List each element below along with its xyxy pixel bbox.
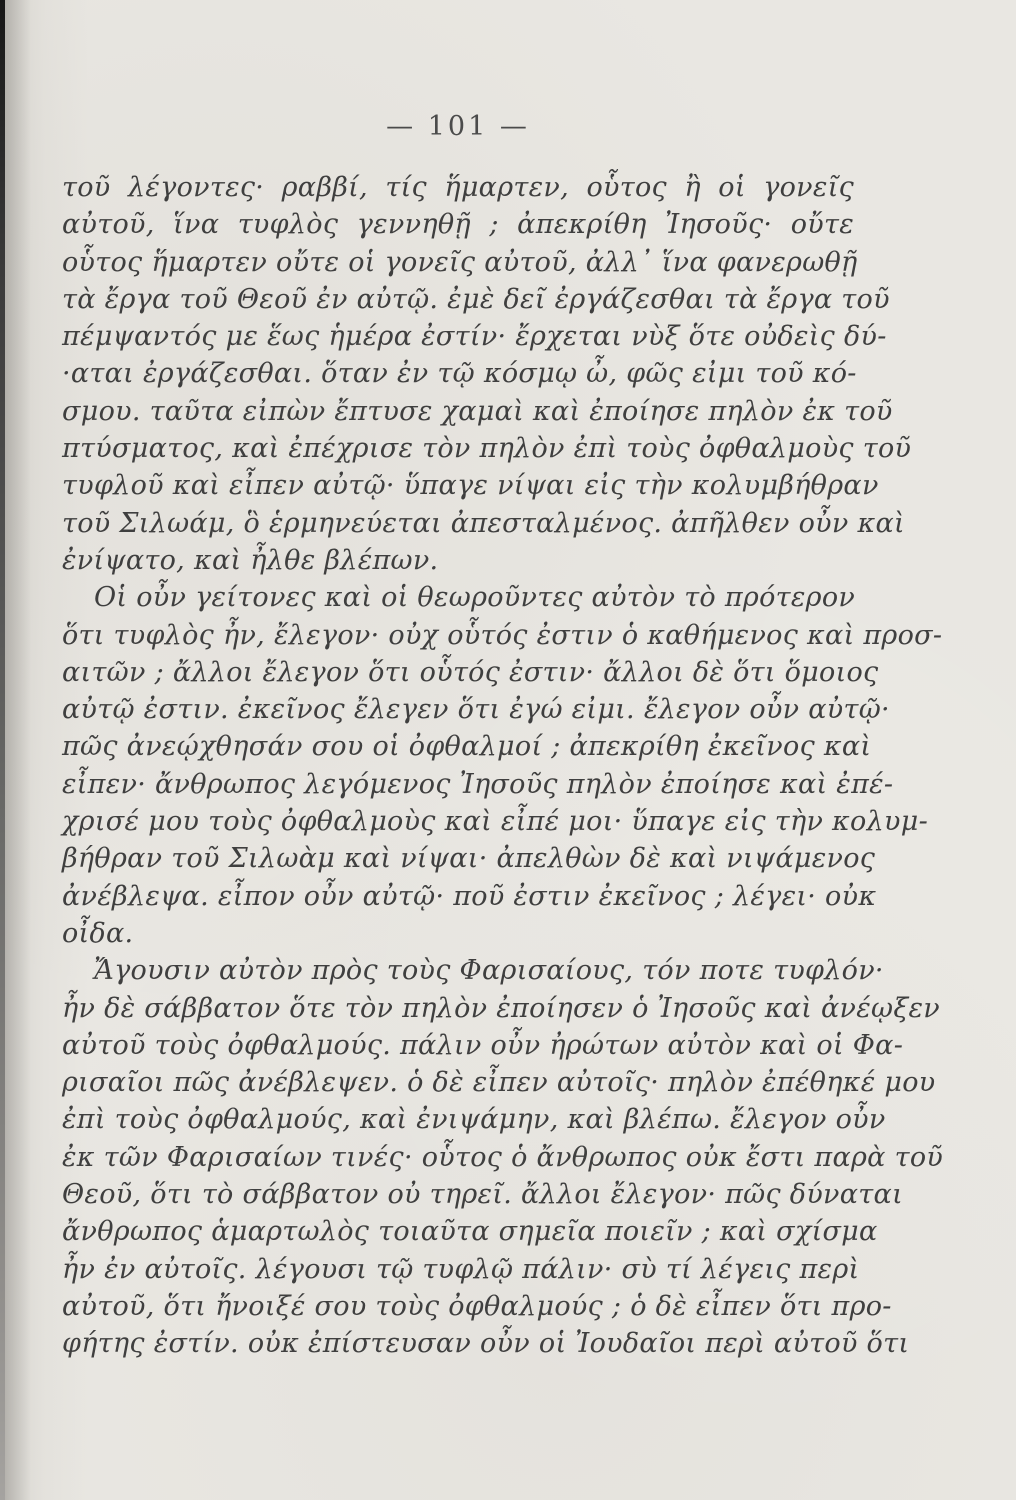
paragraph (62, 169, 912, 579)
text-line: ἀνέβλεψα. εἶπον οὖν αὐτῷ· ποῦ ἐστιν ἐκεῖνος ; λέγει· οὐκ (62, 880, 877, 912)
text-line: αὐτοῦ τοὺς ὀφθαλμούς. πάλιν οὖν ἠρώτων αὐτὸν καὶ οἱ Φα- (62, 1029, 904, 1061)
text-line: τὰ ἔργα τοῦ Θεοῦ ἐν αὐτῷ. ἐμὲ δεῖ ἐργάζεσθαι τὰ ἔργα τοῦ (62, 283, 890, 315)
text-line: ἦν ἐν αὐτοῖς. λέγουσι τῷ τυφλῷ πάλιν· σὺ τί λέγεις περὶ (62, 1253, 860, 1285)
text-line: αιτῶν ; ἄλλοι ἔλεγον ὅτι οὗτός ἐστιν· ἄλλοι δὲ ὅτι ὅμοιος (62, 656, 879, 688)
text-line: πέμψαντός με ἕως ἡμέρα ἐστίν· ἔρχεται νὺξ ὅτε οὐδεὶς δύ- (62, 321, 887, 353)
paragraph (62, 952, 944, 1362)
paragraph (62, 579, 943, 952)
text-line: ·αται ἐργάζεσθαι. ὅταν ἐν τῷ κόσμῳ ὦ, φῶς εἰμι τοῦ κό- (62, 358, 857, 390)
text-line: ἐκ τῶν Φαρισαίων τινές· οὗτος ὁ ἄνθρωπος οὐκ ἔστι παρὰ τοῦ (62, 1141, 944, 1173)
text-line: Ἄγουσιν αὐτὸν πρὸς τοὺς Φαρισαίους, τόν ποτε τυφλόν· (94, 955, 884, 987)
text-line: τοῦ Σιλωάμ, ὃ ἑρμηνεύεται ἀπεσταλμένος. ἀπῆλθεν οὖν καὶ (62, 507, 905, 539)
text-line: Θεοῦ, ὅτι τὸ σάββατον οὐ τηρεῖ. ἄλλοι ἔλεγον· πῶς δύναται (62, 1179, 903, 1211)
text-line: ἐνίψατο, καὶ ἦλθε βλέπων. (62, 544, 439, 576)
binding-soft-shadow (5, 0, 31, 1500)
text-line: εἶπεν· ἄνθρωπος λεγόμενος Ἰησοῦς πηλὸν ἐποίησε καὶ ἐπέ- (62, 768, 894, 800)
text-line: φήτης ἐστίν. οὐκ ἐπίστευσαν οὖν οἱ Ἰουδαῖοι περὶ αὐτοῦ ὅτι (62, 1328, 910, 1360)
body-text (62, 169, 944, 1363)
text-line: ὅτι τυφλὸς ἦν, ἔλεγον· οὐχ οὗτός ἐστιν ὁ καθήμενος καὶ προσ- (62, 619, 943, 651)
text-line: ἐπὶ τοὺς ὀφθαλμούς, καὶ ἐνιψάμην, καὶ βλέπω. ἔλεγον οὖν (62, 1104, 886, 1136)
page-number: — 101 — (386, 111, 530, 142)
text-line: τοῦ λέγοντες· ραββί, τίς ἥμαρτεν, οὗτος ἢ οἱ γονεῖς (62, 172, 854, 203)
text-line: πτύσματος, καὶ ἐπέχρισε τὸν πηλὸν ἐπὶ τοὺς ὀφθαλμοὺς τοῦ (62, 433, 912, 465)
text-line: βήθραν τοῦ Σιλωὰμ καὶ νίψαι· ἀπελθὼν δὲ καὶ νιψάμενος (62, 843, 876, 875)
text-line: αὐτοῦ, ἵνα τυφλὸς γεννηθῇ ; ἀπεκρίθη Ἰησοῦς· οὔτε (62, 209, 854, 241)
text-line: τυφλοῦ καὶ εἶπεν αὐτῷ· ὕπαγε νίψαι εἰς τὴν κολυμβήθραν (62, 470, 879, 502)
text-line: οἶδα. (62, 917, 134, 949)
text-line: ἦν δὲ σάββατον ὅτε τὸν πηλὸν ἐποίησεν ὁ Ἰησοῦς καὶ ἀνέῳξεν (62, 992, 941, 1024)
text-line: αὐτῷ ἐστιν. ἐκεῖνος ἔλεγεν ὅτι ἐγώ εἰμι. ἔλεγον οὖν αὐτῷ· (62, 694, 890, 726)
text-line: σμου. ταῦτα εἰπὼν ἔπτυσε χαμαὶ καὶ ἐποίησε πηλὸν ἐκ τοῦ (62, 395, 893, 427)
text-line: ἄνθρωπος ἁμαρτωλὸς τοιαῦτα σημεῖα ποιεῖν ; καὶ σχίσμα (62, 1216, 878, 1248)
text-line: Οἱ οὖν γείτονες καὶ οἱ θεωροῦντες αὐτὸν τὸ πρότερον (94, 582, 856, 614)
text-line: πῶς ἀνεῴχθησάν σου οἱ ὀφθαλμοί ; ἀπεκρίθη ἐκεῖνος καὶ (62, 731, 872, 763)
text-line: χρισέ μου τοὺς ὀφθαλμοὺς καὶ εἶπέ μοι· ὕπαγε εἰς τὴν κολυμ- (62, 806, 929, 838)
text-line: αὐτοῦ, ὅτι ἤνοιξέ σου τοὺς ὀφθαλμούς ; ὁ δὲ εἶπεν ὅτι προ- (62, 1290, 892, 1322)
text-line: ρισαῖοι πῶς ἀνέβλεψεν. ὁ δὲ εἶπεν αὐτοῖς· πηλὸν ἐπέθηκέ μου (62, 1067, 936, 1099)
text-line: οὗτος ἥμαρτεν οὔτε οἱ γονεῖς αὐτοῦ, ἀλλ᾽ ἵνα φανερωθῇ (62, 246, 858, 278)
